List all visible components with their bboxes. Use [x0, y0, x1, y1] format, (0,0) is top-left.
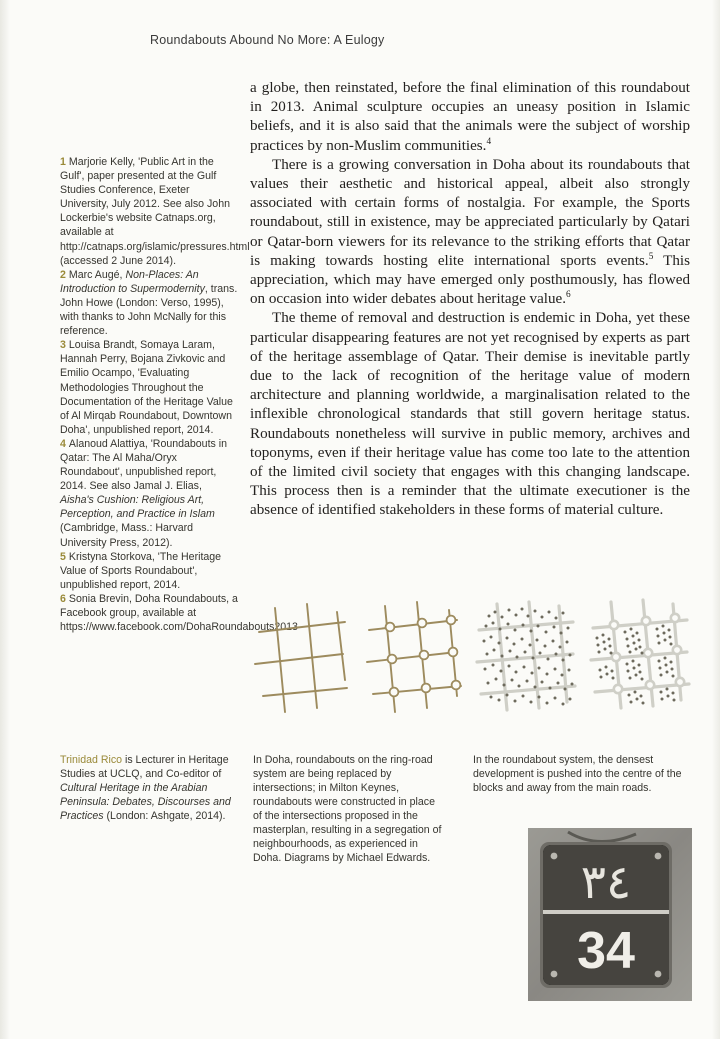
- paragraph-continued: [250, 79, 690, 156]
- fig-density-roundabouts: [589, 596, 693, 714]
- footnote-6: [60, 592, 298, 634]
- author-name: Trinidad Rico: [60, 753, 123, 766]
- footnote-2: [60, 268, 238, 338]
- running-head: Roundabouts Abound No More: A Eulogy: [150, 33, 385, 47]
- footnote-2-title: Non-Places: An Introduction to Supermodernity: [60, 268, 205, 295]
- paragraph-conversation-text-1: There is a growing conversation in Doha about its roundabouts that values their aesthetic and historical appeal, albeit also strongly associated with certain forms of nostalgia. For example, the Sports roundabout, still in existence, may be appreciated particularly by Qatari or Qatar-born viewers for its relevance to the striking efforts that Qatar is making towards hosting elite international sports events.: [250, 156, 690, 269]
- sign-arabic-number: ٣٤: [580, 855, 632, 910]
- footnote-3-text: Louisa Brandt, Somaya Laram, Hannah Perry, Bojana Zivkovic and Emilio Ocampo, 'Evaluating Methodologies Throughout the Documentation of the Heritage Value of Al Mirqab Roundabout, Downtown Doha', unpublished report, 2014.: [60, 339, 233, 436]
- footnote-1: [60, 155, 250, 268]
- footnote-4-title: Aisha's Cushion: Religious Art, Perception, and Practice in Islam: [60, 494, 215, 521]
- footnote-3-number: 3: [60, 339, 66, 352]
- fig-grid-intersections: [253, 596, 353, 714]
- footnote-marker-6: 6: [566, 290, 571, 301]
- paragraph-removal-text: The theme of removal and destruction is endemic in Doha, yet these particular disappearing features are not yet recognised by experts as part of the heritage assemblage of Qatar. Their demise is inevitable partly due to the lack of recognition of the heritage value of modern architecture and planning worldwide, a marginalisation related to the inflexible chronological standards that still govern heritage status. Roundabouts nonetheless will survive in public memory, archives and toponyms, even if their heritage value has come too late to the attention of the limited civil society that engages with this changing landscape. This process then is a reminder that the ultimate executioner is the absence of identified stakeholders in these forms of material culture.: [250, 310, 690, 519]
- footnote-marker-5: 5: [648, 251, 654, 262]
- footnote-2-number: 2: [60, 268, 66, 281]
- author-bio-post: (London: Ashgate, 2014).: [103, 809, 226, 822]
- footnote-2-pre: Marc Augé,: [68, 268, 126, 281]
- footnote-1-text: Marjorie Kelly, 'Public Art in the Gulf', paper presented at the Gulf Studies Conference, Exeter University, July 2012. See also John Lockerbie's website Catnaps.org, available at http://catnaps.org/islamic/pressures.html (accessed 2 June 2014).: [60, 156, 250, 267]
- author-bio-pre: is Lecturer in Heritage Studies at UCLQ, and Co-editor of: [60, 753, 229, 780]
- footnotes-column: [60, 155, 298, 634]
- paragraph-conversation: [250, 156, 690, 310]
- footnote-6-text: Sonia Brevin, Doha Roundabouts, a Facebook group, available at https://www.facebook.com/DohaRoundabouts2013: [60, 592, 298, 634]
- footnote-2-post: , trans. John Howe (London: Verso, 1995), with thanks to John McNally for this reference.: [60, 282, 238, 338]
- body-text-column: [250, 79, 690, 521]
- caption-density: In the roundabout system, the densest development is pushed into the centre of the blocks and away from the main roads.: [473, 753, 682, 794]
- footnote-6-number: 6: [60, 592, 66, 605]
- footnote-1-number: 1: [60, 156, 66, 168]
- footnote-4-pre: Alanoud Alattiya, 'Roundabouts in Qatar: The Al Maha/Oryx Roundabout', unpublished report, 2014. See also Jamal J. Elias,: [60, 437, 228, 493]
- footnote-4-number: 4: [60, 437, 66, 450]
- footnote-4: [60, 437, 238, 550]
- sign-latin-number: 34: [577, 922, 635, 980]
- figure-group: [253, 596, 693, 714]
- author-bio: [60, 753, 240, 823]
- paragraph-removal: [250, 309, 690, 520]
- footnote-marker-4: 4: [486, 136, 492, 147]
- footnote-5-number: 5: [60, 550, 66, 563]
- footnote-5-text: Kristyna Storkova, 'The Heritage Value of Sports Roundabout', unpublished report, 2014.: [60, 550, 222, 591]
- footnote-4-post: (Cambridge, Mass.: Harvard University Press, 2012).: [60, 522, 194, 549]
- paragraph-conversation-text-2: This appreciation, which may have emerged only posthumously, has flowed on occasion into wider debates about heritage value.: [250, 252, 690, 308]
- footnote-3: [60, 338, 238, 437]
- author-bio-title: Cultural Heritage in the Arabian Peninsula: Debates, Discourses and Practices: [60, 781, 231, 822]
- footnote-5: [60, 550, 238, 592]
- fig-grid-roundabouts: [365, 596, 465, 714]
- photo-street-sign: [528, 828, 692, 1001]
- fig-density-intersections: [475, 596, 579, 714]
- paragraph-continued-text: a globe, then reinstated, before the final elimination of this roundabout in 2013. Animal sculpture occupies an uneasy position in Islamic beliefs, and it is also said that the animals were the subject of worship practices by non-Muslim communities.: [250, 80, 690, 154]
- caption-diagrams: In Doha, roundabouts on the ring-road system are being replaced by intersections; in Milton Keynes, roundabouts were constructed in place of the intersections proposed in the masterplan, resulting in a segregation of neighbourhoods, as experienced in Doha. Diagrams by Michael Edwards.: [253, 753, 442, 865]
